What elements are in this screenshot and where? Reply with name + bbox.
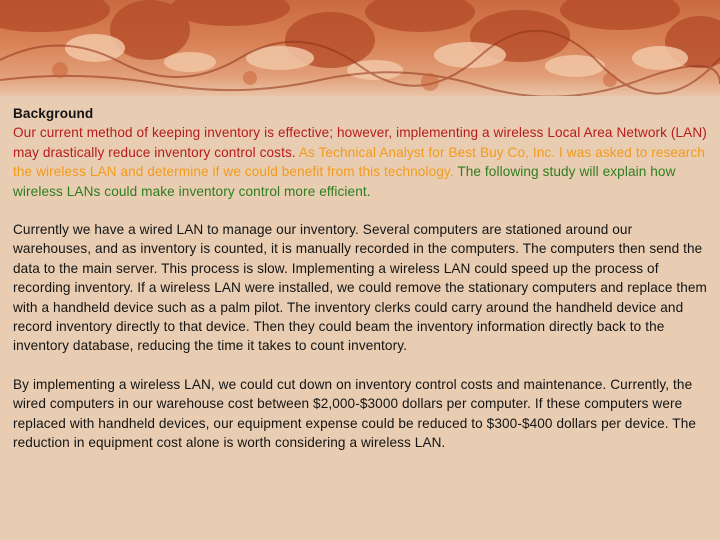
para1-orange-text: As Technical Analyst for Best Buy Co, Inc. I was asked to research the wireless LAN and determine if we could benefit from this technology. (13, 144, 705, 180)
paragraph-3: By implementing a wireless LAN, we could cut down on inventory control costs and maintenance. Currently, the wired computers in our warehouse cost between $2,000-$3000 dollars per computer. If these computers were replaced with handheld devices, our equipment expense could be reduced to $300-$400 dollars per device. The reduction in equipment cost alone is worth considering a wireless LAN. (13, 376, 697, 451)
decorative-marbled-banner-icon (0, 0, 720, 96)
heading: Background (13, 106, 94, 121)
decorative-banner (0, 0, 720, 96)
para1-green-text: The following study will explain how wireless LANs could make inventory control more efficient. (13, 164, 676, 199)
paragraph-1 (13, 123, 707, 201)
para1-red-text: Our current method of keeping inventory is effective; however, implementing a wireless Local Area Network (LAN) may drastically reduce inventory control costs. (13, 125, 707, 160)
document-body (13, 104, 707, 453)
paragraph-2: Currently we have a wired LAN to manage our inventory. Several computers are stationed around our warehouses, and as inventory is counted, it is manually recorded in the computers. The computers then send the data to the main server. This process is slow. Implementing a wireless LAN could speed up the process of recording inventory. If a wireless LAN were installed, we could remove the stationary computers and replace them with a handheld device such as a palm pilot. The inventory clerks could carry around the handheld device and record inventory directly to that device. Then they could beam the inventory information directly back to the inventory database, reducing the time it takes to count inventory. (13, 222, 707, 354)
